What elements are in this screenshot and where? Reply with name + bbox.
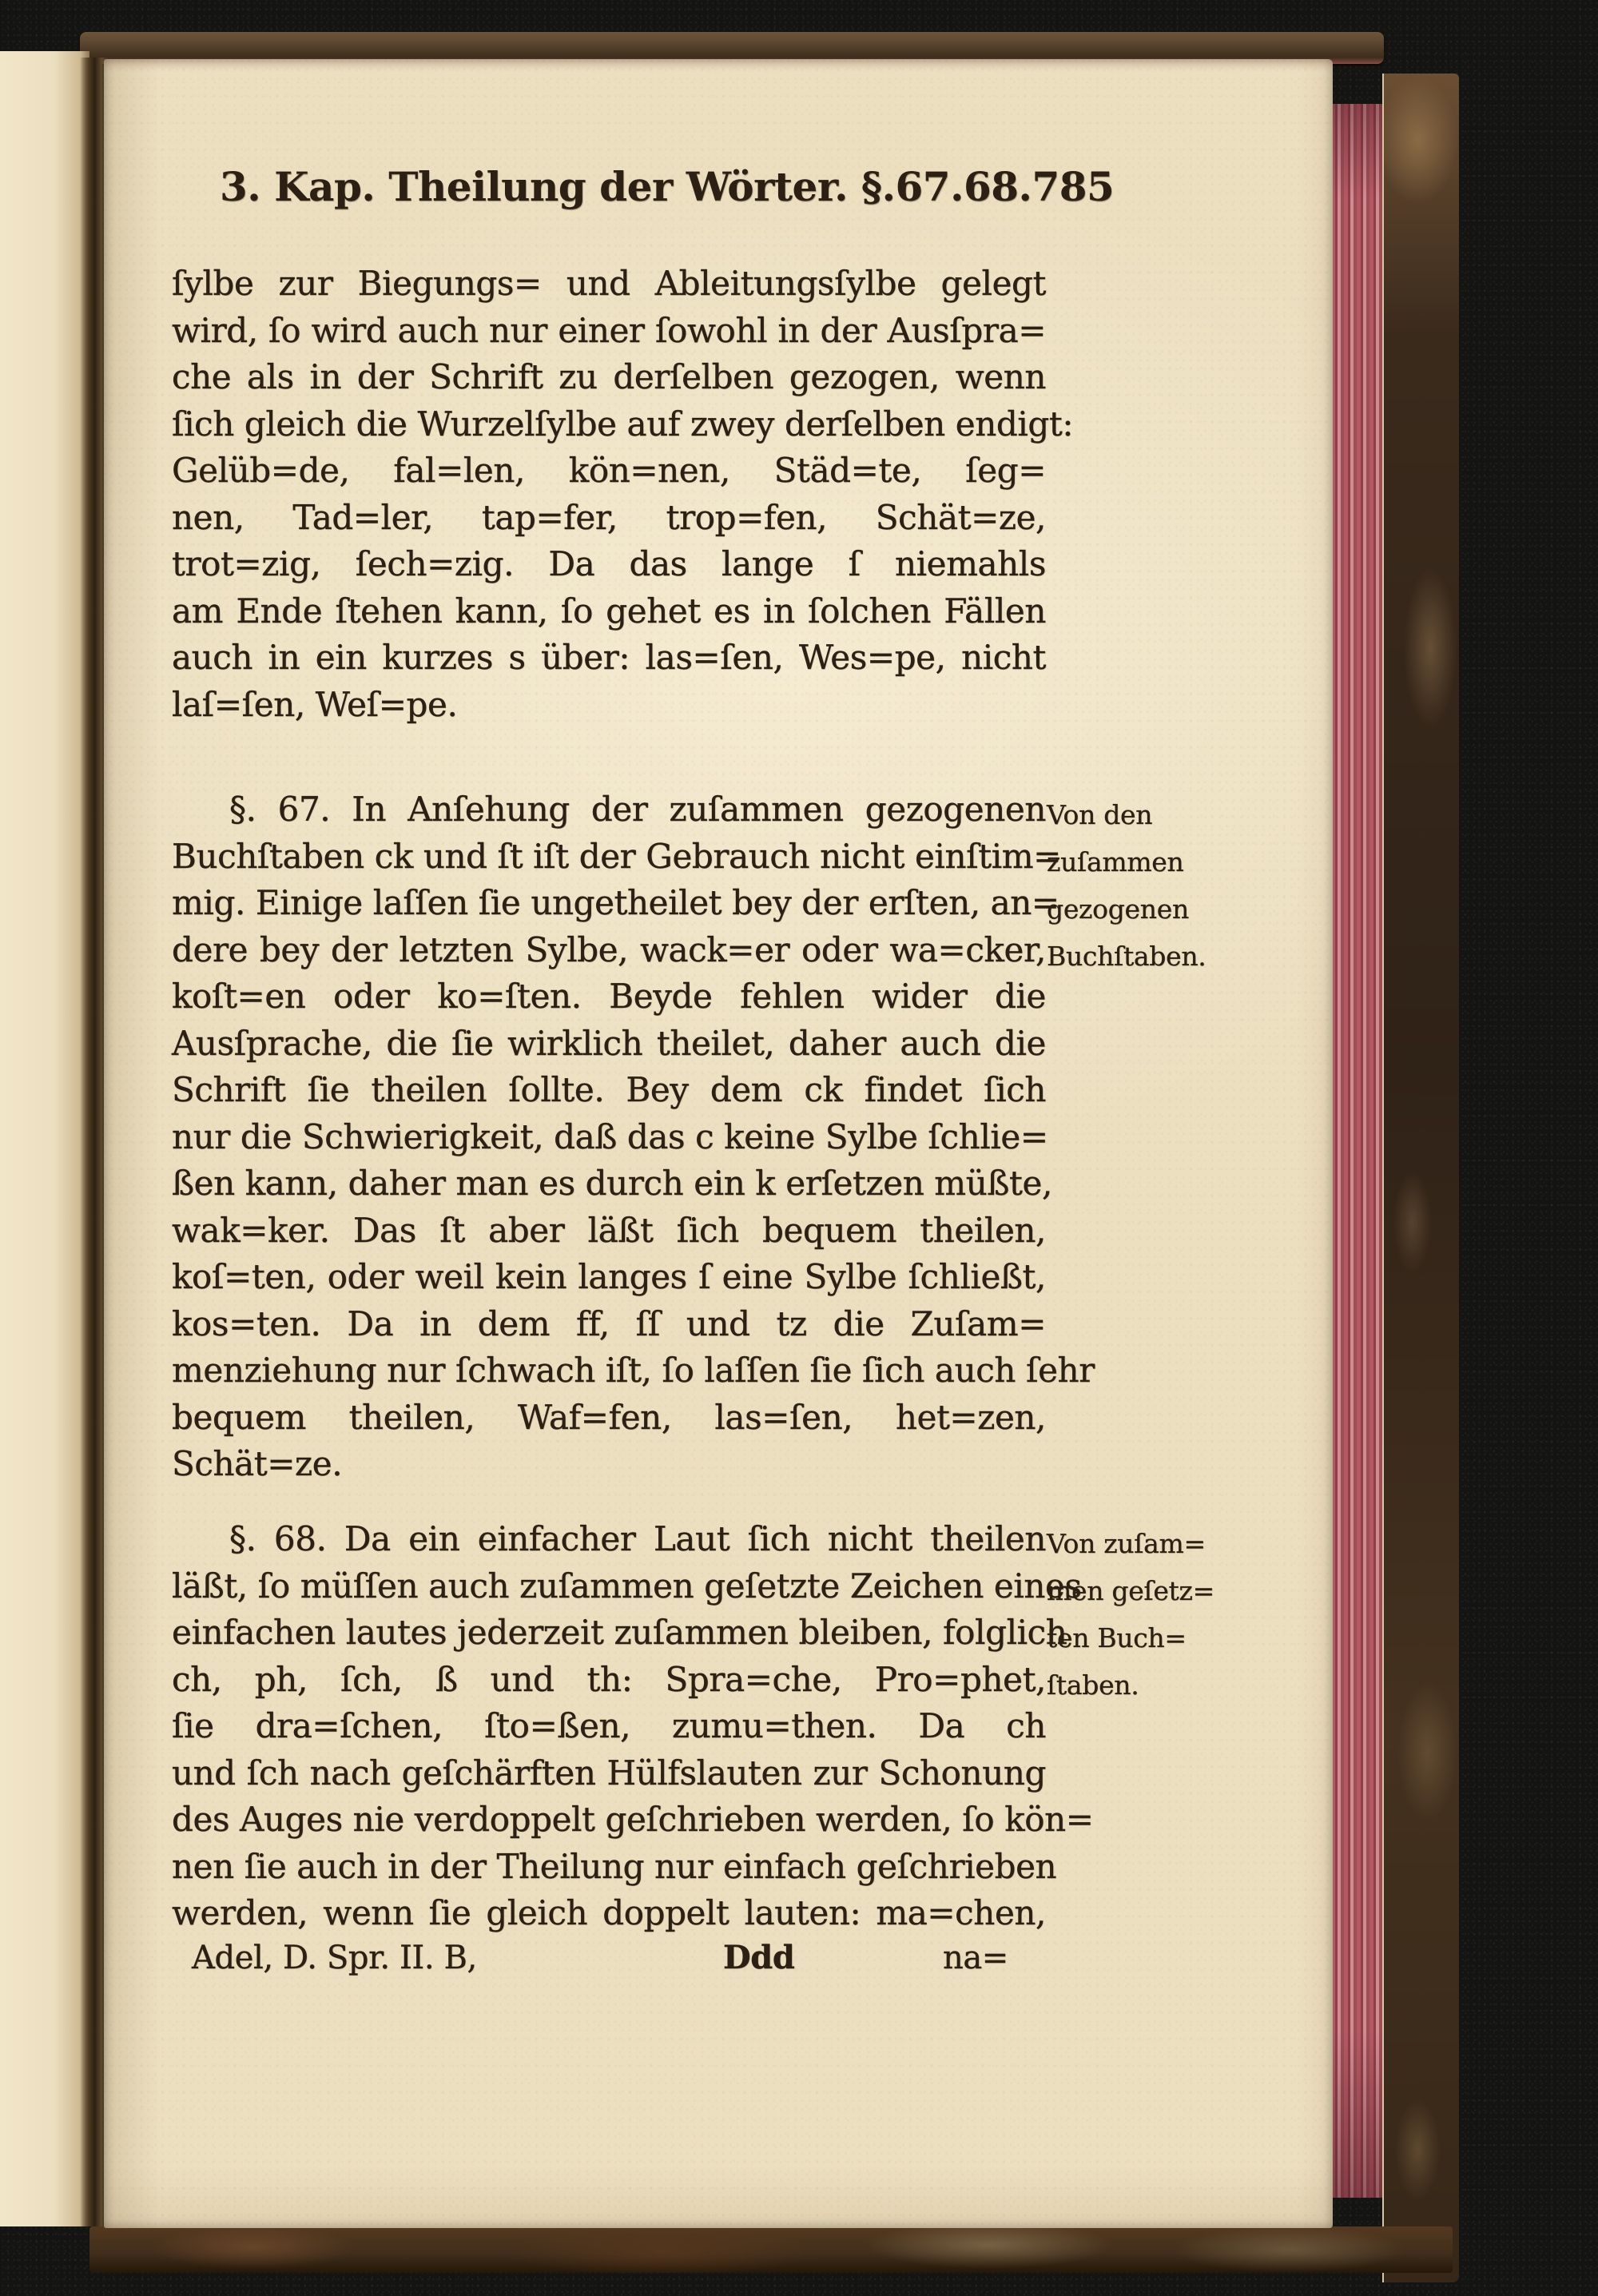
- text-line: nen ſie auch in der Theilung nur einfach geſchrieben: [172, 1846, 1057, 1886]
- text-line: bequem theilen, Waf=fen, las=ſen, het=zen,: [172, 1397, 1046, 1437]
- text-line: Buchſtaben ck und ſt iſt der Gebrauch nicht einſtim=: [172, 836, 1061, 876]
- text-line: ten Buch=: [1047, 1622, 1187, 1653]
- text-line: nur die Schwierigkeit, daß das c keine Sylbe ſchlie=: [172, 1116, 1048, 1156]
- text-line: einfachen lautes jederzeit zuſammen bleiben, folglich: [172, 1613, 1067, 1652]
- red-sprinkled-fore-edge: [1331, 104, 1384, 2198]
- margin-note-section-68: [1047, 1520, 1219, 1709]
- text-line: werden, wenn ſie gleich doppelt lauten: ma=chen,: [172, 1893, 1046, 1932]
- text-line: dere bey der letzten Sylbe, wack=er oder wa=cker,: [172, 929, 1046, 969]
- signature-abbreviation: Adel, D. Spr. II. B,: [192, 1940, 477, 1976]
- text-line: ſylbe zur Biegungs= und Ableitungsſylbe gelegt: [172, 264, 1046, 303]
- text-line: menziehung nur ſchwach iſt, ſo laſſen ſie ſich auch ſehr: [172, 1351, 1095, 1390]
- text-line: §. 68. Da ein einfacher Laut ſich nicht theilen: [229, 1519, 1046, 1558]
- running-header: [220, 163, 1115, 210]
- text-line: ſich gleich die Wurzelſylbe auf zwey derſelben endigt:: [172, 404, 1074, 444]
- text-line: ßen kann, daher man es durch ein k erſetzen müßte,: [172, 1164, 1052, 1203]
- body-paragraph-intro: [172, 261, 1074, 728]
- text-line: mig. Einige laſſen ſie ungetheilet bey der erſten, an=: [172, 883, 1059, 922]
- text-line: ch, ph, ſch, ß und th: Spra=che, Pro=phet,: [172, 1659, 1046, 1699]
- body-paragraph-section-67: [172, 786, 1095, 1488]
- text-line: Schrift ſie theilen ſollte. Bey dem ck findet ſich: [172, 1070, 1046, 1109]
- gathering-mark: Ddd: [723, 1939, 795, 1976]
- text-line: Ausſprache, die ſie wirklich theilet, daher auch die: [172, 1023, 1046, 1063]
- text-line: wird, ſo wird auch nur einer ſowohl in der Ausſpra=: [172, 310, 1046, 350]
- text-line: men geſetz=: [1047, 1575, 1214, 1606]
- text-line: Gelüb=de, fal=len, kön=nen, Städ=te, ſeg=: [172, 451, 1046, 490]
- text-line: ſie dra=ſchen, ſto=ßen, zumu=then. Da ch: [172, 1706, 1046, 1745]
- text-line: ſtaben.: [1047, 1669, 1139, 1701]
- running-header-text: 3. Kap. Theilung der Wörter. §.67.68.: [220, 163, 1032, 210]
- previous-page-edge: [0, 51, 89, 2226]
- text-line: nen, Tad=ler, tap=fer, trop=fen, Schät=ze,: [172, 497, 1046, 537]
- text-line: Buchſtaben.: [1047, 941, 1206, 972]
- text-line: laſ=ſen, Weſ=pe.: [172, 684, 458, 724]
- marbled-cover-bottom-edge: [89, 2226, 1453, 2273]
- text-line: Von den: [1047, 799, 1153, 830]
- page-number: 785: [1032, 163, 1115, 210]
- text-line: kos=ten. Da in dem ff, ſſ und tz die Zuſam=: [172, 1303, 1046, 1343]
- page-footer: [172, 1934, 1046, 1984]
- text-line: Von zuſam=: [1047, 1528, 1206, 1559]
- text-line: zuſammen: [1047, 846, 1184, 877]
- margin-note-section-67: [1047, 791, 1219, 980]
- marbled-cover-right-edge: [1382, 74, 1459, 2282]
- text-line: Schät=ze.: [172, 1444, 343, 1483]
- text-line: §. 67. In Anſehung der zuſammen gezogenen: [229, 790, 1046, 829]
- text-line: am Ende ſtehen kann, ſo gehet es in ſolchen Fällen: [172, 591, 1046, 631]
- text-line: trot=zig, ſech=zig. Da das lange ſ niemahls: [172, 544, 1046, 583]
- catchword: na=: [943, 1940, 1008, 1976]
- text-line: läßt, ſo müſſen auch zuſammen geſetzte Zeichen eines: [172, 1566, 1082, 1606]
- text-line: che als in der Schrift zu derſelben gezogen, wenn: [172, 357, 1046, 396]
- text-line: des Auges nie verdoppelt geſchrieben werden, ſo kön=: [172, 1800, 1094, 1839]
- text-line: gezogenen: [1047, 893, 1189, 925]
- book-page: [104, 59, 1333, 2228]
- book-gutter-shadow: [80, 58, 107, 2226]
- text-line: und ſch nach geſchärften Hülfslauten zur Schonung: [172, 1753, 1046, 1793]
- text-line: auch in ein kurzes s über: las=ſen, Wes=pe, nicht: [172, 638, 1046, 677]
- text-line: wak=ker. Das ſt aber läßt ſich bequem theilen,: [172, 1210, 1046, 1250]
- text-line: koſt=en oder ko=ſten. Beyde fehlen wider die: [172, 977, 1046, 1016]
- text-line: koſ=ten, oder weil kein langes ſ eine Sylbe ſchließt,: [172, 1257, 1046, 1296]
